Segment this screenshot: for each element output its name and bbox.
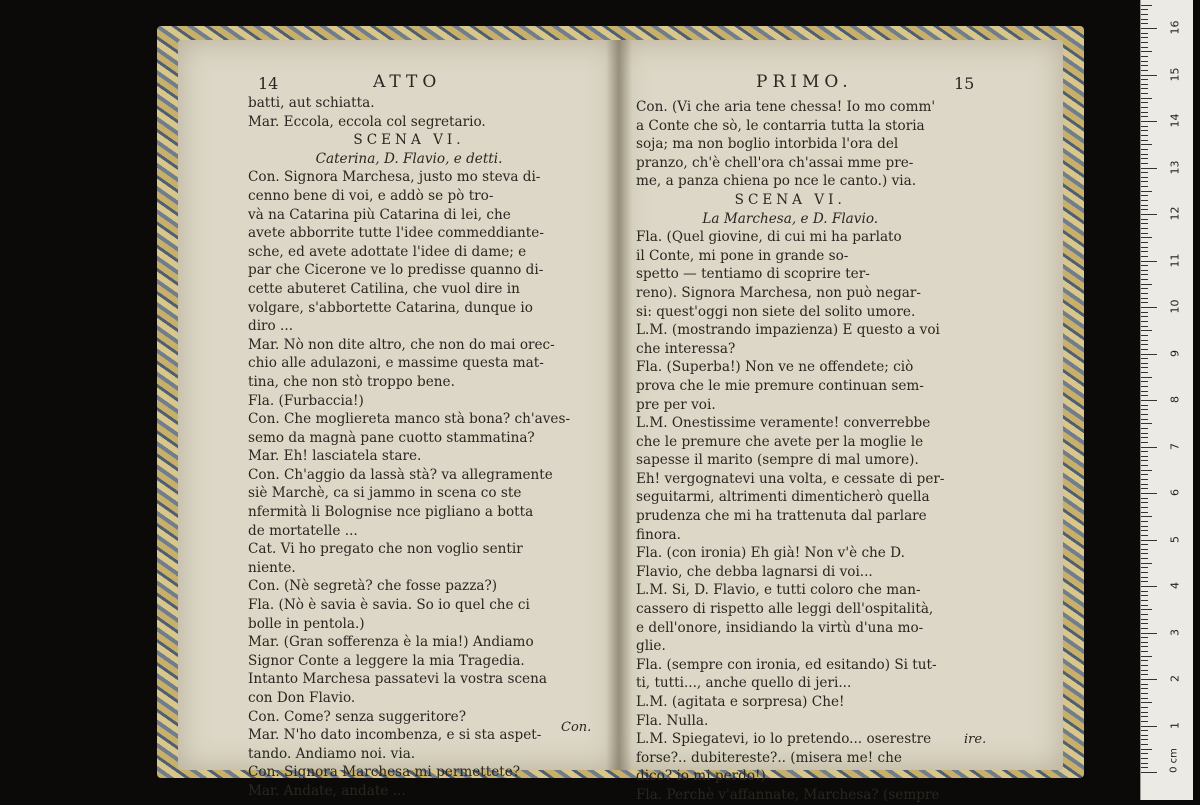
page-header-left: ATTO bbox=[373, 72, 442, 92]
measurement-ruler bbox=[1140, 0, 1193, 800]
ruler-tick bbox=[1141, 679, 1157, 680]
ruler-tick bbox=[1141, 88, 1148, 89]
text-line: Fla. (Quel giovine, di cui mi ha parlato bbox=[636, 229, 902, 246]
ruler-tick bbox=[1141, 367, 1148, 368]
text-line: prudenza che mi ha trattenuta dal parlare bbox=[636, 508, 927, 525]
ruler-tick bbox=[1141, 65, 1148, 66]
ruler-tick bbox=[1141, 535, 1148, 536]
text-line: Fla. (Superba!) Non ve ne offendete; ciò bbox=[636, 359, 914, 376]
text-line: ti, tutti..., anche quello di jeri... bbox=[636, 675, 852, 692]
ruler-tick bbox=[1141, 577, 1148, 578]
text-line: Con. Ch'aggio da lassà stà? va allegramente bbox=[248, 466, 553, 483]
ruler-tick bbox=[1141, 340, 1148, 341]
text-line: cenno bene di voi, e addò se pò tro- bbox=[248, 187, 494, 204]
ruler-tick bbox=[1141, 409, 1148, 410]
ruler-tick bbox=[1141, 442, 1148, 443]
ruler-tick bbox=[1141, 209, 1148, 210]
ruler-tick bbox=[1141, 56, 1148, 57]
ruler-number: 3 bbox=[1168, 628, 1182, 636]
ruler-tick bbox=[1141, 400, 1157, 401]
ruler-number: 5 bbox=[1168, 535, 1182, 543]
ruler-tick bbox=[1141, 256, 1148, 257]
ruler-tick bbox=[1141, 330, 1152, 331]
ruler-tick bbox=[1141, 628, 1148, 629]
ruler-tick bbox=[1141, 186, 1148, 187]
ruler-tick bbox=[1141, 372, 1148, 373]
ruler-tick bbox=[1141, 605, 1148, 606]
ruler-tick bbox=[1141, 47, 1148, 48]
ruler-tick bbox=[1141, 237, 1152, 238]
ruler-tick bbox=[1141, 75, 1157, 76]
ruler-tick bbox=[1141, 586, 1157, 587]
text-line: cassero di rispetto alle leggi dell'ospitalità, bbox=[636, 601, 934, 618]
ruler-tick bbox=[1141, 279, 1148, 280]
text-line: Mar. Andate, andate ... bbox=[248, 782, 406, 799]
text-line: me, a panza chiena po nce le canto.) via. bbox=[636, 173, 917, 190]
text-line: tina, che non stò troppo bene. bbox=[248, 373, 455, 390]
ruler-tick bbox=[1141, 321, 1148, 322]
text-line: Con. Signora Marchesa mi permettete? bbox=[248, 764, 521, 781]
text-line: seguitarmi, altrimenti dimenticherò quella bbox=[636, 489, 930, 506]
ruler-tick bbox=[1141, 563, 1152, 564]
ruler-tick bbox=[1141, 9, 1148, 10]
ruler-tick bbox=[1141, 744, 1148, 745]
page-number-left: 14 bbox=[258, 74, 279, 93]
ruler-tick bbox=[1141, 391, 1148, 392]
page-number-right: 15 bbox=[954, 74, 975, 93]
ruler-tick bbox=[1141, 270, 1148, 271]
ruler-tick bbox=[1141, 381, 1148, 382]
ruler-tick bbox=[1141, 130, 1148, 131]
ruler-tick bbox=[1141, 688, 1148, 689]
ruler-tick bbox=[1141, 660, 1148, 661]
text-line: reno). Signora Marchesa, non può negar- bbox=[636, 284, 921, 301]
text-line: và na Catarina più Catarina di lei, che bbox=[248, 206, 511, 223]
page-header-right: PRIMO. bbox=[756, 72, 853, 92]
ruler-tick bbox=[1141, 521, 1148, 522]
ruler-tick bbox=[1141, 674, 1148, 675]
ruler-tick bbox=[1141, 354, 1157, 355]
ruler-tick bbox=[1141, 395, 1148, 396]
text-line: glie. bbox=[636, 638, 666, 655]
text-line: Fla. Nulla. bbox=[636, 712, 709, 729]
ruler-tick bbox=[1141, 633, 1157, 634]
ruler-tick bbox=[1141, 79, 1148, 80]
ruler-tick bbox=[1141, 298, 1148, 299]
right-page bbox=[618, 40, 1063, 803]
ruler-tick bbox=[1141, 758, 1148, 759]
ruler-tick bbox=[1141, 549, 1148, 550]
ruler-tick bbox=[1141, 98, 1152, 99]
text-line: batti, aut schiatta. bbox=[248, 95, 375, 111]
left-page bbox=[178, 40, 618, 799]
text-line: Mar. (Gran sofferenza è la mia!) Andiamo bbox=[248, 634, 534, 651]
text-line: che interessa? bbox=[636, 340, 736, 357]
ruler-number: 6 bbox=[1168, 489, 1182, 496]
ruler-tick bbox=[1141, 651, 1148, 652]
ruler-tick bbox=[1141, 698, 1148, 699]
ruler-tick bbox=[1141, 14, 1148, 15]
text-line: e dell'onore, insidiando la virtù d'una mo- bbox=[636, 619, 924, 636]
ruler-tick bbox=[1141, 344, 1148, 345]
catchword-left: Con. bbox=[561, 720, 592, 735]
ruler-tick bbox=[1141, 377, 1152, 378]
ruler-tick bbox=[1141, 126, 1148, 127]
ruler-tick bbox=[1141, 656, 1152, 657]
ruler-tick bbox=[1141, 242, 1148, 243]
ruler-tick bbox=[1141, 28, 1157, 29]
ruler-tick bbox=[1141, 312, 1148, 313]
ruler-tick bbox=[1141, 61, 1148, 62]
ruler-number: 14 bbox=[1168, 113, 1182, 128]
text-line: pre per voi. bbox=[636, 396, 716, 413]
ruler-tick bbox=[1141, 251, 1148, 252]
ruler-tick bbox=[1141, 772, 1157, 773]
text-line: forse?.. dubitereste?.. (misera me! che bbox=[636, 749, 902, 766]
ruler-tick bbox=[1141, 284, 1152, 285]
text-line: tando. Andiamo noi. via. bbox=[248, 745, 416, 762]
text-line: chio alle adulazoni, e massime questa mat- bbox=[248, 355, 544, 372]
ruler-number: 9 bbox=[1168, 349, 1182, 357]
ruler-number: 12 bbox=[1168, 206, 1182, 221]
text-line: volgare, s'abbortette Catarina, dunque io bbox=[248, 299, 533, 316]
text-line: L.M. (agitata e sorpresa) Che! bbox=[636, 694, 845, 710]
text-line: Fla. (Furbaccia!) bbox=[248, 392, 364, 409]
text-line: Mar. Eccola, eccola col segretario. bbox=[248, 113, 486, 130]
ruler-tick bbox=[1141, 265, 1148, 266]
ruler-tick bbox=[1141, 70, 1148, 71]
ruler-number: 15 bbox=[1168, 67, 1182, 81]
ruler-number: 4 bbox=[1168, 582, 1182, 589]
ruler-tick bbox=[1141, 553, 1148, 554]
text-line: Fla. (sempre con ironia, ed esitando) Si tut- bbox=[636, 656, 937, 673]
ruler-tick bbox=[1141, 419, 1148, 420]
ruler-tick bbox=[1141, 614, 1148, 615]
text-line: Fla. (Nò è savia è savia. So io quel che ci bbox=[248, 597, 530, 614]
book-gutter bbox=[606, 40, 632, 770]
ruler-tick bbox=[1141, 767, 1148, 768]
ruler-tick bbox=[1141, 112, 1148, 113]
text-line: sapesse il marito (sempre di mal umore). bbox=[636, 452, 919, 469]
ruler-tick bbox=[1141, 140, 1148, 141]
text-line: bolle in pentola.) bbox=[248, 615, 365, 632]
ruler-tick bbox=[1141, 735, 1148, 736]
text-line: sche, ed avete adottate l'idee di dame; e bbox=[248, 243, 527, 260]
ruler-tick bbox=[1141, 470, 1152, 471]
ruler-tick bbox=[1141, 107, 1148, 108]
ruler-tick bbox=[1141, 168, 1157, 169]
ruler-tick bbox=[1141, 121, 1157, 122]
text-line: Flavio, che debba lagnarsi di voi... bbox=[636, 563, 873, 580]
ruler-tick bbox=[1141, 591, 1148, 592]
ruler-tick bbox=[1141, 488, 1148, 489]
catchword-right: ire. bbox=[964, 732, 987, 747]
ruler-tick bbox=[1141, 37, 1148, 38]
ruler-tick bbox=[1141, 19, 1148, 20]
ruler-tick bbox=[1141, 326, 1148, 327]
ruler-tick bbox=[1141, 623, 1148, 624]
ruler-tick bbox=[1141, 665, 1148, 666]
text-line: L.M. Si, D. Flavio, e tutti coloro che man- bbox=[636, 582, 921, 599]
ruler-tick bbox=[1141, 637, 1148, 638]
text-line: Mar. Nò non dite altro, che non do mai orec- bbox=[248, 336, 555, 353]
ruler-tick bbox=[1141, 437, 1148, 438]
text-line: a Conte che sò, le contarria tutta la storia bbox=[636, 117, 925, 134]
ruler-tick bbox=[1141, 502, 1148, 503]
ruler-tick bbox=[1141, 363, 1148, 364]
ruler-tick bbox=[1141, 293, 1148, 294]
text-line: soja; ma non boglio intorbida l'ora del bbox=[636, 136, 899, 153]
text-line: Eh! vergognatevi una volta, e cessate di per- bbox=[636, 470, 945, 487]
ruler-number: 13 bbox=[1168, 160, 1182, 174]
ruler-tick bbox=[1141, 93, 1148, 94]
ruler-tick bbox=[1141, 181, 1148, 182]
text-line: Fla. Perchè v'affannate, Marchesa? (sempre bbox=[636, 786, 940, 803]
ruler-tick bbox=[1141, 646, 1148, 647]
text-line: Intanto Marchesa passatevi la vostra scena bbox=[248, 671, 547, 688]
ruler-tick bbox=[1141, 540, 1157, 541]
text-line: Signor Conte a leggere la mia Tragedia. bbox=[248, 652, 525, 669]
ruler-tick bbox=[1141, 609, 1152, 610]
right-text-block bbox=[636, 98, 944, 805]
text-line: finora. bbox=[636, 526, 681, 543]
text-line: Con. (Vi che aria tene chessa! Io mo comm' bbox=[636, 99, 936, 115]
ruler-tick bbox=[1141, 507, 1148, 508]
ruler-tick bbox=[1141, 484, 1148, 485]
left-text-block bbox=[248, 94, 570, 801]
text-line: par che Cicerone ve lo predisse quanno di- bbox=[248, 262, 544, 279]
text-line: Con. Come? senza suggeritore? bbox=[248, 708, 466, 725]
ruler-tick bbox=[1141, 23, 1148, 24]
text-line: il Conte, mi pone in grande so- bbox=[636, 247, 849, 264]
ruler-tick bbox=[1141, 567, 1148, 568]
ruler-tick bbox=[1141, 479, 1148, 480]
ruler-tick bbox=[1141, 619, 1148, 620]
ruler-tick bbox=[1141, 349, 1148, 350]
text-line: Con. Che mogliereta manco stà bona? ch'aves- bbox=[248, 411, 571, 428]
ruler-tick bbox=[1141, 670, 1148, 671]
text-line: nfermità li Bolognise nce pigliano a botta bbox=[248, 504, 534, 521]
ruler-tick bbox=[1141, 405, 1148, 406]
ruler-tick bbox=[1141, 358, 1148, 359]
text-line: avete abborrite tutte l'idee commeddiante- bbox=[248, 225, 544, 242]
text-line: SCENA VI. bbox=[734, 191, 846, 208]
text-line: Cat. Vi ho pregato che non voglio sentir bbox=[248, 541, 523, 558]
text-line: Caterina, D. Flavio, e detti. bbox=[315, 150, 503, 167]
text-line: La Marchesa, e D. Flavio. bbox=[702, 210, 879, 227]
text-line: con Don Flavio. bbox=[248, 690, 356, 706]
ruler-tick bbox=[1141, 600, 1148, 601]
ruler-tick bbox=[1141, 102, 1148, 103]
ruler-tick bbox=[1141, 51, 1152, 52]
ruler-tick bbox=[1141, 730, 1148, 731]
ruler-tick bbox=[1141, 261, 1157, 262]
ruler-tick bbox=[1141, 200, 1148, 201]
text-line: cette abuteret Catilina, che vuol dire in bbox=[248, 280, 520, 297]
ruler-tick bbox=[1141, 386, 1148, 387]
text-line: spetto — tentiamo di scoprire ter- bbox=[636, 266, 870, 283]
ruler-tick bbox=[1141, 335, 1148, 336]
ruler-tick bbox=[1141, 693, 1148, 694]
text-line: dico? io mi perdo!) bbox=[636, 768, 766, 785]
ruler-number: 8 bbox=[1168, 396, 1182, 403]
ruler-tick bbox=[1141, 581, 1148, 582]
ruler-tick bbox=[1141, 544, 1148, 545]
text-line: Con. Signora Marchesa, justo mo steva di- bbox=[248, 169, 541, 186]
ruler-tick bbox=[1141, 307, 1157, 308]
ruler-tick bbox=[1141, 247, 1148, 248]
ruler-tick bbox=[1141, 116, 1148, 117]
ruler-tick bbox=[1141, 763, 1148, 764]
text-line: Fla. (con ironia) Eh già! Non v'è che D. bbox=[636, 545, 905, 562]
text-line: Con. (Nè segretà? che fosse pazza?) bbox=[248, 578, 498, 595]
ruler-tick bbox=[1141, 433, 1148, 434]
ruler-tick bbox=[1141, 158, 1148, 159]
ruler-tick bbox=[1141, 512, 1148, 513]
ruler-tick bbox=[1141, 530, 1148, 531]
ruler-tick bbox=[1141, 42, 1148, 43]
text-line: de mortatelle ... bbox=[248, 522, 358, 539]
ruler-tick bbox=[1141, 154, 1148, 155]
ruler-tick bbox=[1141, 456, 1148, 457]
ruler-tick bbox=[1141, 195, 1148, 196]
ruler-tick bbox=[1141, 214, 1157, 215]
ruler-tick bbox=[1141, 516, 1152, 517]
ruler-tick bbox=[1141, 460, 1148, 461]
ruler-tick bbox=[1141, 149, 1148, 150]
ruler-tick bbox=[1141, 288, 1148, 289]
ruler-number: 2 bbox=[1168, 675, 1182, 682]
ruler-tick bbox=[1141, 716, 1148, 717]
ruler-tick bbox=[1141, 177, 1148, 178]
ruler-tick bbox=[1141, 414, 1148, 415]
ruler-tick bbox=[1141, 702, 1152, 703]
ruler-number: 11 bbox=[1168, 253, 1182, 267]
text-line: diro ... bbox=[248, 318, 294, 335]
ruler-tick bbox=[1141, 451, 1148, 452]
ruler-tick bbox=[1141, 172, 1148, 173]
ruler-tick bbox=[1141, 302, 1148, 303]
ruler-number: 16 bbox=[1168, 20, 1182, 35]
text-line: Mar. Eh! lasciatela stare. bbox=[248, 448, 422, 465]
ruler-tick bbox=[1141, 316, 1148, 317]
text-line: siè Marchè, ca si jammo in scena co ste bbox=[248, 485, 522, 502]
ruler-unit-label: 0 cm bbox=[1168, 748, 1180, 773]
ruler-tick bbox=[1141, 558, 1148, 559]
ruler-tick bbox=[1141, 493, 1157, 494]
ruler-tick bbox=[1141, 223, 1148, 224]
ruler-tick bbox=[1141, 498, 1148, 499]
ruler-tick bbox=[1141, 33, 1148, 34]
ruler-tick bbox=[1141, 712, 1148, 713]
ruler-tick bbox=[1141, 274, 1148, 275]
ruler-tick bbox=[1141, 526, 1148, 527]
ruler-tick bbox=[1141, 721, 1148, 722]
ruler-number: 10 bbox=[1168, 299, 1182, 314]
ruler-tick bbox=[1141, 726, 1157, 727]
ruler-tick bbox=[1141, 684, 1148, 685]
ruler-tick bbox=[1141, 144, 1152, 145]
ruler-number: 7 bbox=[1168, 442, 1182, 450]
ruler-tick bbox=[1141, 233, 1148, 234]
ruler-tick bbox=[1141, 205, 1148, 206]
text-line: L.M. Onestissime veramente! converrebbe bbox=[636, 415, 931, 432]
text-line: L.M. (mostrando impazienza) E questo a voi bbox=[636, 322, 940, 339]
ruler-tick bbox=[1141, 465, 1148, 466]
text-line: L.M. Spiegatevi, io lo pretendo... oserestre bbox=[636, 731, 932, 748]
text-line: prova che le mie premure continuan sem- bbox=[636, 377, 924, 394]
ruler-tick bbox=[1141, 642, 1148, 643]
ruler-tick bbox=[1141, 423, 1152, 424]
text-line: Mar. N'ho dato incombenza, e si sta aspet- bbox=[248, 727, 542, 744]
text-line: semo da magnà pane cuotto stammatina? bbox=[248, 429, 535, 446]
ruler-tick bbox=[1141, 163, 1148, 164]
ruler-tick bbox=[1141, 5, 1152, 6]
ruler-tick bbox=[1141, 191, 1152, 192]
ruler-tick bbox=[1141, 474, 1148, 475]
ruler-tick bbox=[1141, 219, 1148, 220]
ruler-tick bbox=[1141, 84, 1148, 85]
ruler-tick bbox=[1141, 707, 1148, 708]
ruler-tick bbox=[1141, 135, 1148, 136]
text-line: niente. bbox=[248, 559, 296, 576]
ruler-number: 1 bbox=[1168, 721, 1182, 729]
text-line: si: quest'oggi non siete del solito umore. bbox=[636, 303, 916, 320]
ruler-tick bbox=[1141, 739, 1148, 740]
ruler-tick bbox=[1141, 749, 1152, 750]
ruler-tick bbox=[1141, 228, 1148, 229]
ruler-tick bbox=[1141, 447, 1157, 448]
ruler-tick bbox=[1141, 572, 1148, 573]
text-line: che le premure che avete per la moglie le bbox=[636, 433, 924, 450]
text-line: SCENA VI. bbox=[353, 132, 465, 149]
text-line: pranzo, ch'è chell'ora ch'assai mme pre- bbox=[636, 154, 914, 171]
ruler-tick bbox=[1141, 428, 1148, 429]
ruler-tick bbox=[1141, 753, 1148, 754]
ruler-tick bbox=[1141, 595, 1148, 596]
